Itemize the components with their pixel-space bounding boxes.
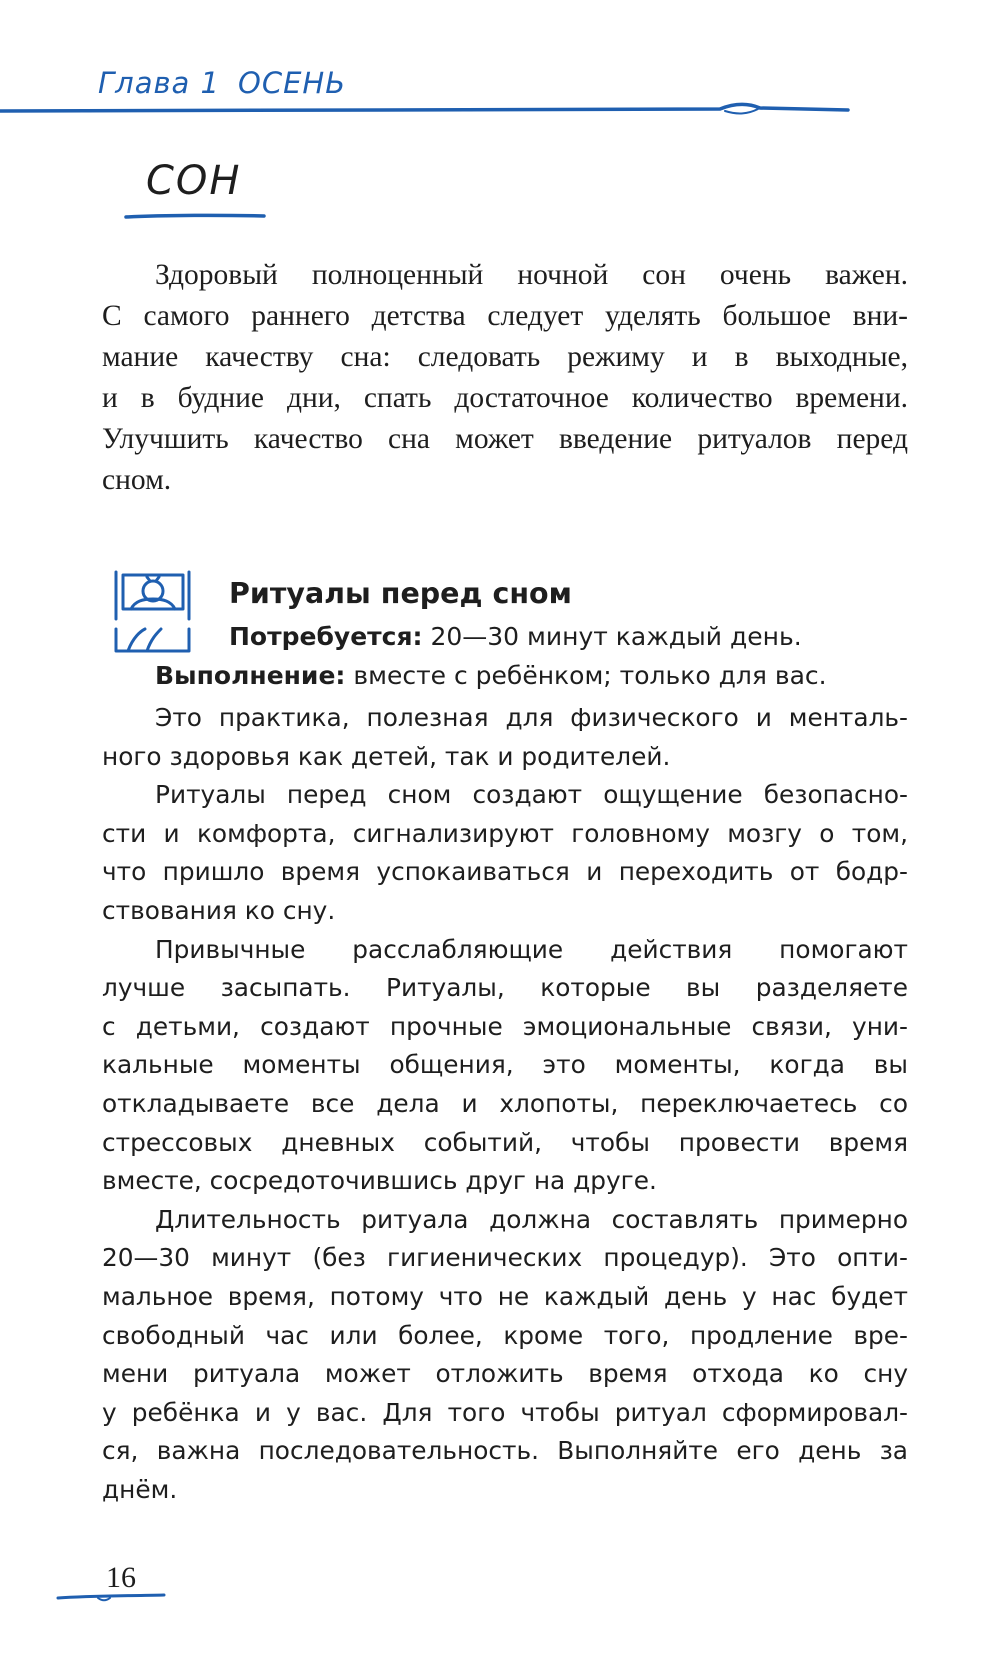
practice-time: [229, 622, 802, 651]
sleeping-person-icon: [113, 567, 193, 657]
intro-paragraph: [102, 255, 908, 501]
body-line: лучше засыпать. Ритуалы, которые вы разделяете: [102, 973, 908, 1003]
intro-line: С самого раннего детства следует уделять большое вни-: [102, 300, 908, 332]
body-line: с детьми, создают прочные эмоциональные связи, уни-: [102, 1011, 908, 1041]
practice-body: [102, 699, 908, 1509]
body-line: вместе, сосредоточившись друг на друге.: [102, 1166, 657, 1196]
practice-title: Ритуалы перед сном: [229, 577, 572, 610]
body-line: Ритуалы перед сном создают ощущение безопасно-: [155, 780, 908, 810]
intro-line: Здоровый полноценный ночной сон очень важен.: [155, 259, 908, 291]
exec-label: Выполнение:: [155, 661, 346, 690]
header-rule: [0, 94, 1000, 124]
body-line: мальное время, потому что не каждый день у нас будет: [102, 1281, 908, 1311]
season-label: ОСЕНЬ: [238, 66, 347, 100]
body-line: кальные моменты общения, это моменты, когда вы: [102, 1050, 908, 1080]
body-line: у ребёнка и у вас. Для того чтобы ритуал сформировал-: [102, 1397, 908, 1427]
body-line: ствования ко сну.: [102, 895, 336, 925]
time-label: Потребуется:: [229, 622, 423, 651]
title-underline: [124, 210, 266, 224]
section-title: СОН: [146, 158, 242, 204]
body-line: днём.: [102, 1474, 178, 1504]
intro-line: сном.: [102, 464, 172, 496]
intro-line: мание качеству сна: следовать режиму и в выходные,: [102, 341, 908, 373]
body-line: Привычные расслабляющие действия помогают: [155, 934, 908, 964]
body-line: ся, важна последовательность. Выполняйте его день за: [102, 1436, 908, 1466]
body-line: 20—30 минут (без гигиенических процедур). Это опти-: [102, 1243, 908, 1273]
time-value: 20—30 минут каждый день.: [422, 622, 802, 651]
intro-line: Улучшить качество сна может введение ритуалов перед: [102, 423, 908, 455]
body-line: что пришло время успокаиваться и переходить от бодр-: [102, 857, 908, 887]
body-line: Это практика, полезная для физического и менталь-: [155, 703, 908, 732]
body-line: свободный час или более, кроме того, продление вре-: [102, 1320, 908, 1350]
intro-line: и в будние дни, спать достаточное количество времени.: [102, 382, 908, 414]
page-number-rule: [56, 1590, 166, 1604]
page-number: 16: [106, 1561, 136, 1594]
practice-execution: [155, 661, 827, 690]
chapter-label: Глава 1: [98, 66, 220, 100]
body-line: ного здоровья как детей, так и родителей.: [102, 741, 671, 771]
body-line: Длительность ритуала должна составлять примерно: [155, 1204, 908, 1234]
body-line: откладываете все дела и хлопоты, переключаетесь со: [102, 1088, 908, 1118]
body-line: стрессовых дневных событий, чтобы провести время: [102, 1127, 908, 1157]
body-line: мени ритуала может отложить время отхода ко сну: [102, 1359, 908, 1389]
body-line: сти и комфорта, сигнализируют головному мозгу о том,: [102, 818, 908, 848]
exec-value: вместе с ребёнком; только для вас.: [345, 661, 827, 690]
